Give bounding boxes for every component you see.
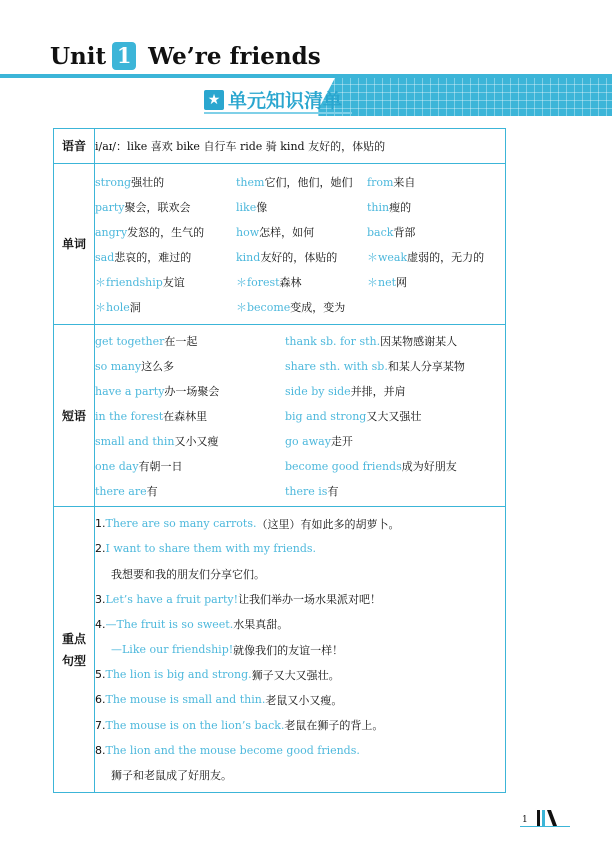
phrase-entry bbox=[95, 383, 285, 399]
chinese-meaning: 像 bbox=[256, 200, 268, 214]
phrase-entry bbox=[95, 333, 285, 349]
sentence-number: 4. bbox=[95, 617, 106, 631]
pronunciation-row bbox=[54, 129, 506, 164]
chinese-meaning: 又小又瘦 bbox=[174, 434, 219, 448]
english-term: like bbox=[236, 200, 257, 214]
english-term: ＊friendship bbox=[95, 275, 163, 289]
english-term: angry bbox=[95, 225, 128, 239]
section-title-text: 单元知识清单 bbox=[228, 90, 343, 112]
book-stripes-icon bbox=[533, 808, 561, 826]
word-entry bbox=[95, 274, 236, 290]
english-term: sad bbox=[95, 250, 115, 264]
english-term: strong bbox=[95, 175, 132, 189]
english-term: thank sb. for sth. bbox=[285, 334, 381, 348]
chinese-meaning: 有 bbox=[146, 484, 158, 498]
chinese-meaning: 发怒的，生气的 bbox=[127, 225, 205, 239]
star-icon: ★ bbox=[204, 90, 224, 110]
word-entry bbox=[236, 174, 367, 190]
english-term: so many bbox=[95, 359, 142, 373]
sentence-line bbox=[95, 763, 505, 788]
sentences-label bbox=[54, 507, 95, 793]
phrases-row bbox=[54, 325, 506, 507]
chinese-meaning: 因某物感谢某人 bbox=[380, 334, 458, 348]
word-entry bbox=[367, 199, 487, 215]
sentence-number: 3. bbox=[95, 592, 106, 606]
chinese-meaning: 强壮的 bbox=[131, 175, 165, 189]
sentence-chinese: 老鼠在狮子的背上。 bbox=[284, 719, 384, 733]
english-term: one day bbox=[95, 459, 139, 473]
chinese-meaning: 友谊 bbox=[162, 275, 185, 289]
sentence-english: —The fruit is so sweet. bbox=[105, 617, 234, 631]
word-entry bbox=[95, 224, 236, 240]
sentence-number: 1. bbox=[95, 517, 106, 531]
sentences-label-line1: 重点 bbox=[61, 631, 86, 646]
sentence-number: 7. bbox=[95, 718, 106, 732]
sentence-line bbox=[95, 612, 505, 637]
sentence-line bbox=[95, 713, 505, 738]
word-row bbox=[95, 219, 505, 244]
phrase-entry bbox=[95, 358, 285, 374]
word-entry bbox=[236, 274, 367, 290]
words-grid bbox=[95, 169, 505, 319]
chinese-meaning: 变成，变为 bbox=[290, 300, 346, 314]
chinese-meaning: 瘦的 bbox=[389, 200, 412, 214]
sentence-line bbox=[95, 511, 505, 536]
chinese-meaning: 虚弱的，无力的 bbox=[407, 250, 485, 264]
chinese-meaning: 办一场聚会 bbox=[164, 384, 220, 398]
sentence-english: There are so many carrots. bbox=[105, 517, 257, 531]
word-entry bbox=[95, 299, 236, 315]
chinese-meaning: 在一起 bbox=[164, 334, 198, 348]
english-term: back bbox=[367, 225, 394, 239]
phrase-entry bbox=[285, 358, 495, 374]
word-entry bbox=[236, 249, 367, 265]
english-term: thin bbox=[367, 200, 390, 214]
phrase-entry bbox=[95, 483, 285, 499]
english-term: have a party bbox=[95, 384, 165, 398]
english-term: share sth. with sb. bbox=[285, 359, 388, 373]
sentence-english: Let’s have a fruit party! bbox=[105, 592, 239, 606]
sentence-line bbox=[95, 587, 505, 612]
chinese-meaning: 有朝一日 bbox=[138, 459, 183, 473]
sentence-chinese: 狮子又大又强壮。 bbox=[251, 668, 340, 682]
phrase-entry bbox=[285, 333, 495, 349]
sentence-chinese: 就像我们的友谊一样！ bbox=[233, 643, 344, 657]
sentence-line bbox=[95, 561, 505, 586]
footer-rule bbox=[520, 826, 570, 827]
english-term: in the forest bbox=[95, 409, 164, 423]
sentence-line bbox=[95, 637, 505, 662]
english-term: big and strong bbox=[285, 409, 367, 423]
chinese-meaning: 悲哀的，难过的 bbox=[114, 250, 192, 264]
phrases-label: 短语 bbox=[54, 325, 95, 507]
sentence-english: The mouse is on the lion’s back. bbox=[105, 718, 285, 732]
sentence-number: 5. bbox=[95, 668, 106, 682]
sentence-line bbox=[95, 738, 505, 763]
english-term: get together bbox=[95, 334, 165, 348]
english-term: them bbox=[236, 175, 265, 189]
sentences-content bbox=[95, 507, 506, 793]
pronunciation-text: i/aɪ/：like 喜欢 bike 自行车 ride 骑 kind 友好的，体贴的 bbox=[95, 140, 386, 153]
chinese-meaning: 森林 bbox=[279, 275, 302, 289]
sentence-english: —Like our friendship! bbox=[111, 643, 234, 657]
words-label: 单词 bbox=[54, 164, 95, 325]
word-row bbox=[95, 244, 505, 269]
word-entry bbox=[95, 174, 236, 190]
english-term: how bbox=[236, 225, 260, 239]
chinese-meaning: 友好的，体贴的 bbox=[260, 250, 338, 264]
chinese-meaning: 背部 bbox=[393, 225, 416, 239]
chinese-meaning: 又大又强壮 bbox=[366, 409, 422, 423]
word-entry bbox=[367, 249, 487, 265]
chinese-meaning: 洞 bbox=[129, 300, 141, 314]
unit-name: We’re friends bbox=[148, 42, 321, 70]
word-row bbox=[95, 194, 505, 219]
english-term: ＊hole bbox=[95, 300, 130, 314]
sentence-line bbox=[95, 662, 505, 687]
page-number: 1 bbox=[522, 815, 528, 825]
header-grid-decoration bbox=[318, 76, 612, 116]
unit-title bbox=[50, 42, 321, 70]
phrase-row bbox=[95, 428, 505, 453]
sentence-number: 8. bbox=[95, 743, 106, 757]
unit-word: Unit bbox=[50, 42, 107, 70]
unit-number-badge: 1 bbox=[112, 42, 136, 70]
sentence-chinese: （这里）有如此多的胡萝卜。 bbox=[256, 517, 400, 531]
sentence-english: The mouse is small and thin. bbox=[105, 693, 266, 707]
english-term: go away bbox=[285, 434, 331, 448]
word-row bbox=[95, 294, 505, 319]
sentences-label-line2: 句型 bbox=[61, 653, 86, 668]
header-rule bbox=[0, 74, 612, 78]
phrase-row bbox=[95, 378, 505, 403]
english-term: ＊net bbox=[367, 275, 397, 289]
english-term: kind bbox=[236, 250, 261, 264]
word-entry bbox=[95, 249, 236, 265]
sentence-chinese: 我想要和我的朋友们分享它们。 bbox=[111, 567, 265, 581]
sentences-row bbox=[54, 507, 506, 793]
english-term: ＊forest bbox=[236, 275, 280, 289]
sentence-number: 6. bbox=[95, 693, 106, 707]
phrase-row bbox=[95, 478, 505, 503]
phrase-entry bbox=[95, 433, 285, 449]
chinese-meaning: 走开 bbox=[330, 434, 353, 448]
sentence-chinese: 狮子和老鼠成了好朋友。 bbox=[111, 769, 232, 783]
phrase-row bbox=[95, 403, 505, 428]
chinese-meaning: 并排，并肩 bbox=[350, 384, 406, 398]
sentence-chinese: 让我们举办一场水果派对吧！ bbox=[238, 593, 382, 607]
phrase-entry bbox=[285, 458, 495, 474]
english-term: become good friends bbox=[285, 459, 402, 473]
chinese-meaning: 来自 bbox=[393, 175, 416, 189]
phrase-entry bbox=[285, 408, 495, 424]
phrase-entry bbox=[285, 383, 495, 399]
english-term: ＊weak bbox=[367, 250, 408, 264]
phrase-entry bbox=[95, 458, 285, 474]
phrases-grid bbox=[95, 328, 505, 503]
word-entry bbox=[367, 274, 487, 290]
pronunciation-label: 语音 bbox=[54, 129, 95, 164]
section-title-underline bbox=[204, 112, 352, 114]
pronunciation-content bbox=[95, 129, 506, 164]
word-entry bbox=[236, 224, 367, 240]
english-term: side by side bbox=[285, 384, 351, 398]
word-row bbox=[95, 269, 505, 294]
phrases-content bbox=[95, 325, 506, 507]
phrase-row bbox=[95, 453, 505, 478]
section-title bbox=[204, 86, 342, 113]
knowledge-table bbox=[53, 128, 506, 793]
chinese-meaning: 它们，他们，她们 bbox=[264, 175, 353, 189]
english-term: ＊become bbox=[236, 300, 291, 314]
sentence-number: 2. bbox=[95, 542, 106, 556]
phrase-row bbox=[95, 328, 505, 353]
sentence-english: The lion is big and strong. bbox=[105, 668, 252, 682]
english-term: there is bbox=[285, 484, 328, 498]
word-entry bbox=[95, 199, 236, 215]
sentence-line bbox=[95, 536, 505, 561]
sentence-english: The lion and the mouse become good friends. bbox=[105, 743, 360, 757]
english-term: small and thin bbox=[95, 434, 175, 448]
english-term: from bbox=[367, 175, 394, 189]
words-row bbox=[54, 164, 506, 325]
phrase-entry bbox=[285, 433, 495, 449]
english-term: there are bbox=[95, 484, 147, 498]
sentence-chinese: 老鼠又小又瘦。 bbox=[265, 693, 343, 707]
chinese-meaning: 和某人分享某物 bbox=[387, 359, 465, 373]
word-entry bbox=[367, 174, 487, 190]
phrase-row bbox=[95, 353, 505, 378]
chinese-meaning: 网 bbox=[396, 275, 408, 289]
word-entry bbox=[367, 224, 487, 240]
sentences-list bbox=[95, 511, 505, 788]
word-row bbox=[95, 169, 505, 194]
chinese-meaning: 在森林里 bbox=[163, 409, 208, 423]
phrase-entry bbox=[95, 408, 285, 424]
word-entry bbox=[236, 199, 367, 215]
chinese-meaning: 怎样，如何 bbox=[259, 225, 315, 239]
chinese-meaning: 有 bbox=[327, 484, 339, 498]
chinese-meaning: 这么多 bbox=[141, 359, 175, 373]
sentence-line bbox=[95, 687, 505, 712]
english-term: party bbox=[95, 200, 125, 214]
words-content bbox=[95, 164, 506, 325]
chinese-meaning: 聚会，联欢会 bbox=[124, 200, 191, 214]
phrase-entry bbox=[285, 483, 495, 499]
sentence-english: I want to share them with my friends. bbox=[105, 542, 317, 556]
sentence-chinese: 水果真甜。 bbox=[233, 618, 289, 632]
word-entry bbox=[236, 299, 367, 315]
chinese-meaning: 成为好朋友 bbox=[401, 459, 457, 473]
